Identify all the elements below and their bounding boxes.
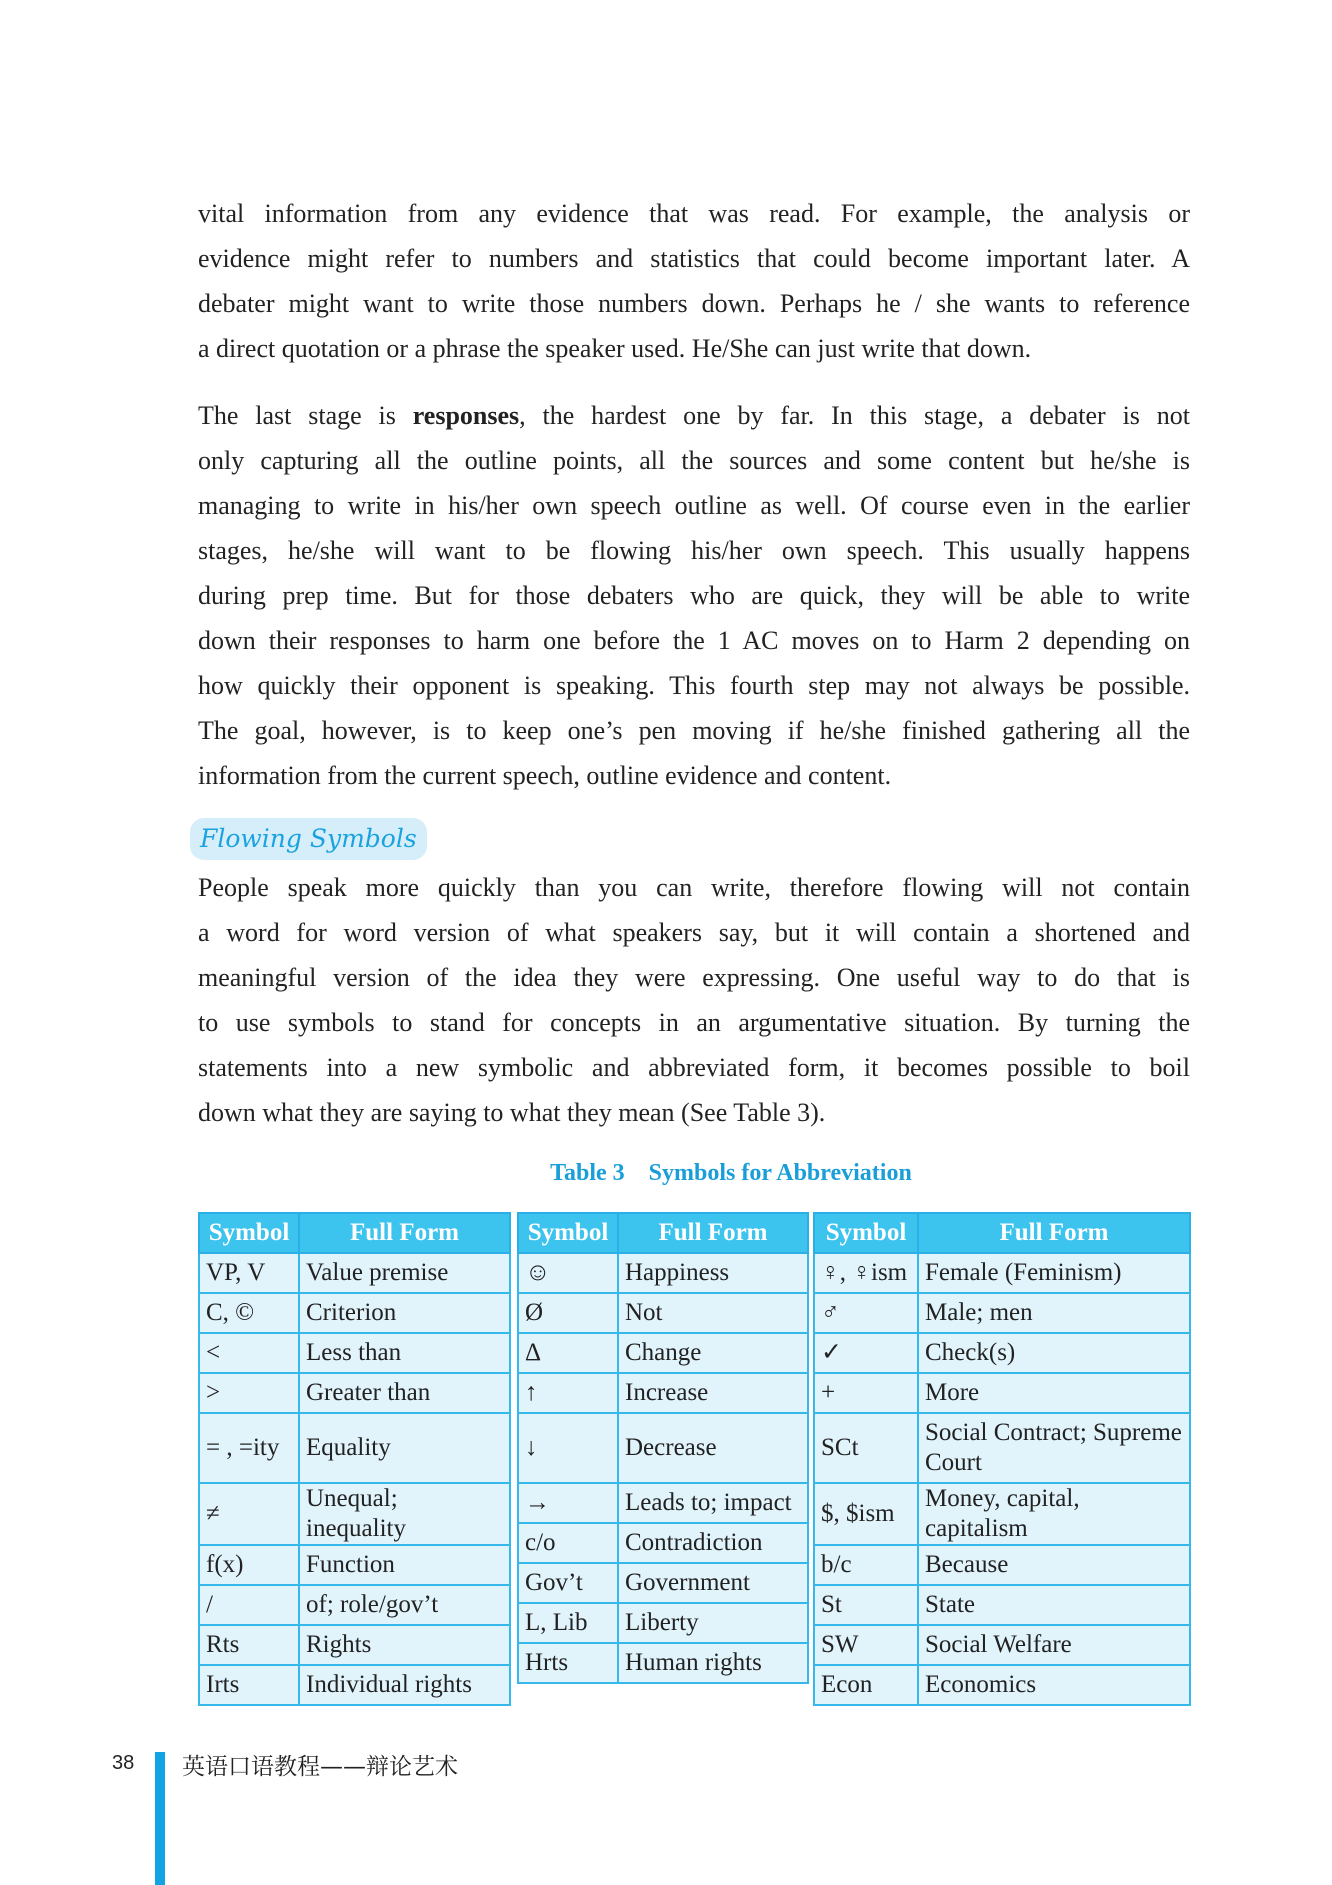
table-row <box>518 1523 808 1563</box>
table-row <box>518 1563 808 1603</box>
full-form-cell: Liberty <box>618 1603 808 1643</box>
text-line: a direct quotation or a phrase the speaker used. He/She can just write that down. <box>198 334 1032 363</box>
table-row <box>518 1253 808 1293</box>
table-row <box>199 1293 510 1333</box>
symbol-cell: ☺ <box>518 1253 618 1293</box>
table-row <box>518 1373 808 1413</box>
full-form-cell: Value premise <box>299 1253 510 1293</box>
header-symbol: Symbol <box>199 1213 299 1253</box>
text-line: statements into a new symbolic and abbreviated form, it becomes possible to boil <box>198 1053 1190 1082</box>
table-row <box>199 1665 510 1705</box>
full-form-cell: Equality <box>299 1413 510 1483</box>
table-row <box>199 1333 510 1373</box>
symbol-cell: Hrts <box>518 1643 618 1683</box>
symbol-cell: $, $ism <box>814 1483 918 1545</box>
table-row <box>814 1625 1190 1665</box>
symbol-cell: > <box>199 1373 299 1413</box>
text-run: The last stage is <box>198 401 413 430</box>
header-full-form: Full Form <box>299 1213 510 1253</box>
table-caption-title: Symbols for Abbreviation <box>648 1160 912 1186</box>
full-form-cell: Contradiction <box>618 1523 808 1563</box>
full-form-cell: Social Welfare <box>918 1625 1190 1665</box>
full-form-cell: Social Contract; Supreme Court <box>918 1413 1190 1483</box>
table-row <box>199 1253 510 1293</box>
full-form-cell: Not <box>618 1293 808 1333</box>
table-caption <box>0 1160 1332 1187</box>
full-form-cell: Male; men <box>918 1293 1190 1333</box>
symbol-cell: < <box>199 1333 299 1373</box>
page-number: 38 <box>112 1752 135 1774</box>
table-row <box>518 1413 808 1483</box>
table-row <box>814 1333 1190 1373</box>
table-row <box>814 1413 1190 1483</box>
full-form-cell: Individual rights <box>299 1665 510 1705</box>
full-form-cell: of; role/gov’t <box>299 1585 510 1625</box>
full-form-cell: Female (Feminism) <box>918 1253 1190 1293</box>
full-form-cell: Function <box>299 1545 510 1585</box>
header-full-form: Full Form <box>618 1213 808 1253</box>
symbol-cell: b/c <box>814 1545 918 1585</box>
text-line: information from the current speech, outline evidence and content. <box>198 761 892 790</box>
text-line <box>198 393 1190 438</box>
full-form-cell: Leads to; impact <box>618 1483 808 1523</box>
full-form-cell: Government <box>618 1563 808 1603</box>
full-form-cell: Decrease <box>618 1413 808 1483</box>
symbol-cell: Δ <box>518 1333 618 1373</box>
table-row <box>199 1413 510 1483</box>
table-row <box>199 1483 510 1545</box>
table-row <box>814 1665 1190 1705</box>
table-row <box>199 1545 510 1585</box>
paragraph-continuation <box>198 191 1190 371</box>
table-row <box>518 1643 808 1683</box>
table-row <box>814 1253 1190 1293</box>
symbol-cell: L, Lib <box>518 1603 618 1643</box>
text-line: only capturing all the outline points, all the sources and some content but he/she is <box>198 446 1190 475</box>
text-line: managing to write in his/her own speech outline as well. Of course even in the earlier <box>198 491 1190 520</box>
header-symbol: Symbol <box>814 1213 918 1253</box>
symbol-cell: → <box>518 1483 618 1523</box>
full-form-cell: Rights <box>299 1625 510 1665</box>
full-form-cell: Increase <box>618 1373 808 1413</box>
paragraph-responses <box>198 393 1190 798</box>
symbols-table-2 <box>517 1212 809 1684</box>
text-line: during prep time. But for those debaters who are quick, they will be able to write <box>198 581 1190 610</box>
bold-term: responses <box>412 401 520 430</box>
table-row <box>814 1545 1190 1585</box>
table-row <box>518 1293 808 1333</box>
table-row <box>199 1373 510 1413</box>
table-row <box>199 1625 510 1665</box>
text-line: evidence might refer to numbers and statistics that could become important later. A <box>198 244 1190 273</box>
full-form-cell: Human rights <box>618 1643 808 1683</box>
symbol-cell: Gov’t <box>518 1563 618 1603</box>
symbols-table-3 <box>813 1212 1191 1706</box>
full-form-cell: More <box>918 1373 1190 1413</box>
symbol-cell: Econ <box>814 1665 918 1705</box>
table-row <box>518 1333 808 1373</box>
table-row <box>518 1483 808 1523</box>
header-symbol: Symbol <box>518 1213 618 1253</box>
symbol-cell: f(x) <box>199 1545 299 1585</box>
table-row <box>814 1373 1190 1413</box>
symbols-table-1 <box>198 1212 511 1706</box>
footer-accent-bar <box>155 1752 165 1885</box>
paragraph-flowing-symbols <box>198 865 1190 1135</box>
full-form-cell: State <box>918 1585 1190 1625</box>
text-line: debater might want to write those numbers down. Perhaps he / she wants to reference <box>198 289 1190 318</box>
text-line: vital information from any evidence that was read. For example, the analysis or <box>198 199 1190 228</box>
text-line: meaningful version of the idea they were expressing. One useful way to do that is <box>198 963 1190 992</box>
symbol-cell: ≠ <box>199 1483 299 1545</box>
full-form-cell: Greater than <box>299 1373 510 1413</box>
full-form-cell: Criterion <box>299 1293 510 1333</box>
text-line: how quickly their opponent is speaking. This fourth step may not always be possible. <box>198 671 1190 700</box>
table-row <box>518 1603 808 1643</box>
book-title: 英语口语教程——辩论艺术 <box>182 1754 458 1780</box>
symbol-cell: ✓ <box>814 1333 918 1373</box>
symbol-cell: = , =ity <box>199 1413 299 1483</box>
symbol-cell: SCt <box>814 1413 918 1483</box>
symbol-cell: Ø <box>518 1293 618 1333</box>
section-heading: Flowing Symbols <box>190 818 427 860</box>
symbol-cell: Rts <box>199 1625 299 1665</box>
symbol-cell: SW <box>814 1625 918 1665</box>
symbol-cell: ♂ <box>814 1293 918 1333</box>
text-run: , the hardest one by far. In this stage, a debater is not <box>519 401 1190 430</box>
full-form-cell: Economics <box>918 1665 1190 1705</box>
symbol-cell: / <box>199 1585 299 1625</box>
full-form-cell: Change <box>618 1333 808 1373</box>
text-line: a word for word version of what speakers say, but it will contain a shortened and <box>198 918 1190 947</box>
text-line: The goal, however, is to keep one’s pen moving if he/she finished gathering all the <box>198 716 1190 745</box>
symbol-cell: Irts <box>199 1665 299 1705</box>
symbol-cell: c/o <box>518 1523 618 1563</box>
header-full-form: Full Form <box>918 1213 1190 1253</box>
table-caption-number: Table 3 <box>550 1160 625 1186</box>
symbol-cell: C, © <box>199 1293 299 1333</box>
full-form-cell: Happiness <box>618 1253 808 1293</box>
symbol-cell: St <box>814 1585 918 1625</box>
symbol-cell: ↑ <box>518 1373 618 1413</box>
text-line: People speak more quickly than you can write, therefore flowing will not contain <box>198 873 1190 902</box>
symbol-cell: + <box>814 1373 918 1413</box>
symbol-cell: ↓ <box>518 1413 618 1483</box>
text-line: down what they are saying to what they mean (See Table 3). <box>198 1098 826 1127</box>
table-row <box>814 1483 1190 1545</box>
text-line: stages, he/she will want to be flowing his/her own speech. This usually happens <box>198 536 1190 565</box>
text-line: down their responses to harm one before the 1 AC moves on to Harm 2 depending on <box>198 626 1190 655</box>
full-form-cell: Unequal; inequality <box>299 1483 510 1545</box>
full-form-cell: Less than <box>299 1333 510 1373</box>
symbol-cell: ♀, ♀ism <box>814 1253 918 1293</box>
text-line: to use symbols to stand for concepts in an argumentative situation. By turning the <box>198 1008 1190 1037</box>
full-form-cell: Money, capital, capitalism <box>918 1483 1190 1545</box>
table-row <box>199 1585 510 1625</box>
full-form-cell: Check(s) <box>918 1333 1190 1373</box>
symbol-cell: VP, V <box>199 1253 299 1293</box>
table-row <box>814 1293 1190 1333</box>
full-form-cell: Because <box>918 1545 1190 1585</box>
table-row <box>814 1585 1190 1625</box>
